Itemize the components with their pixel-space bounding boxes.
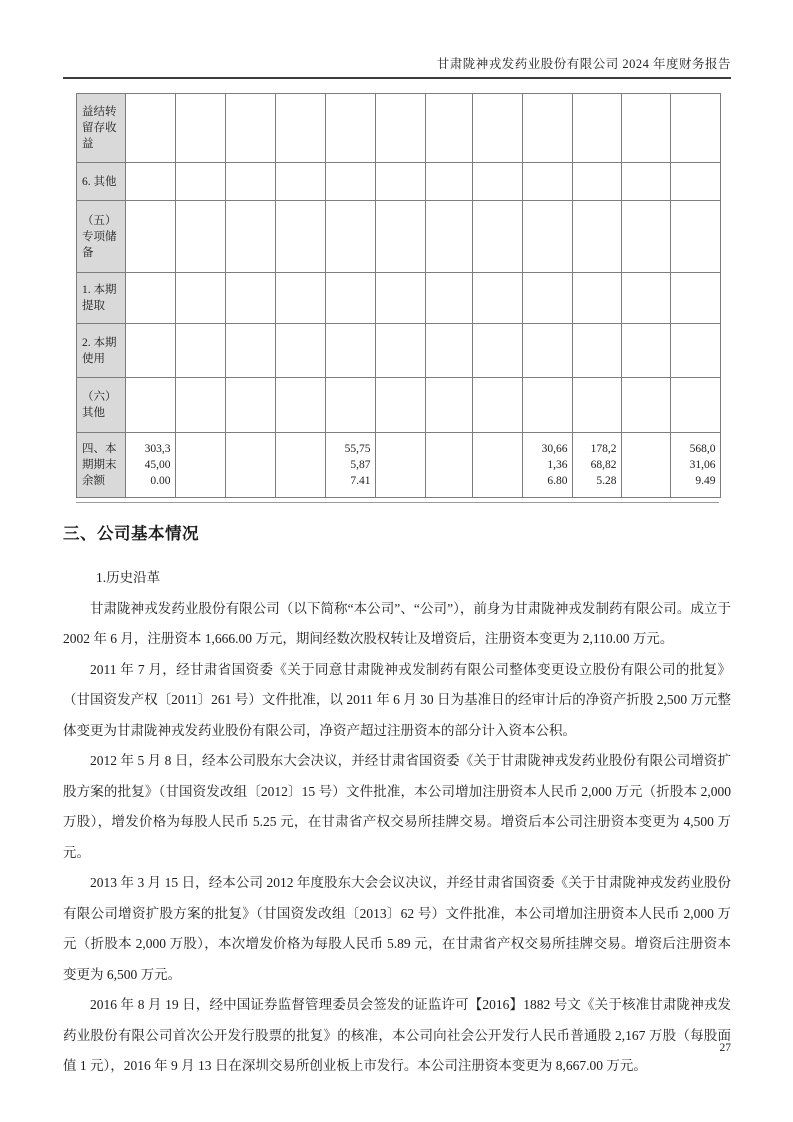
table-row [77,201,721,273]
value-cell [425,324,472,378]
value-cell [522,378,572,433]
value-cell [621,324,670,378]
body-paragraph: 2012 年 5 月 8 日，经本公司股东大会决议，并经甘肃省国资委《关于甘肃陇神戎发药业股份有限公司增资扩股方案的批复》（甘国资发改组〔2012〕15 号）文件批准，本公司增加注册资本人民币 2,000 万元（折股本 2,000 万股），增发价格为每股人民币 5.25 元，在甘肃省产权交易所挂牌交易。增资后本公司注册资本变更为 4,500 万元。 [63,753,731,860]
value-cell [572,201,621,273]
value-cell [522,163,572,201]
equity-changes-table [76,93,721,498]
value-cell [225,273,275,324]
value-cell: 55,755,877.41 [325,433,375,498]
header-divider [63,77,731,79]
value-cell [275,163,325,201]
value-cell [125,273,175,324]
value-cell [472,163,522,201]
value-cell [621,94,670,163]
value-cell [325,163,375,201]
value-cell [621,273,670,324]
value-cell [472,433,522,498]
value-cell [425,94,472,163]
value-cell: 568,031,069.49 [670,433,720,498]
row-label-cell: 6. 其他 [77,163,126,201]
body-paragraph: 2013 年 3 月 15 日，经本公司 2012 年度股东大会会议决议，并经甘肃省国资委《关于甘肃陇神戎发药业股份有限公司增资扩股方案的批复》（甘国资发改组〔2013〕62 号）文件批准，本公司增加注册资本人民币 2,000 万元（折股本 2,000 万股），本次增发价格为每股人民币 5.89 元，在甘肃省产权交易所挂牌交易。增资后注册资本变更为 6,500 万元。 [63,875,731,982]
value-cell [572,163,621,201]
value-cell [275,201,325,273]
value-cell [375,201,425,273]
value-cell [670,273,720,324]
value-cell [325,378,375,433]
value-cell [275,433,325,498]
value-cell [572,378,621,433]
value-cell [275,94,325,163]
value-cell [125,94,175,163]
value-cell [670,201,720,273]
value-cell [175,273,225,324]
value-cell [375,94,425,163]
page-header-title: 甘肃陇神戎发药业股份有限公司 2024 年度财务报告 [436,57,731,71]
value-cell [425,378,472,433]
value-cell [375,273,425,324]
value-cell [125,163,175,201]
equity-table-body [77,94,721,498]
value-cell [125,324,175,378]
value-cell [425,433,472,498]
value-cell [375,378,425,433]
value-cell [670,94,720,163]
value-cell [225,94,275,163]
value-cell [572,324,621,378]
value-cell [522,201,572,273]
body-paragraph: 甘肃陇神戎发药业股份有限公司（以下简称“本公司”、“公司”），前身为甘肃陇神戎发制药有限公司。成立于 2002 年 6 月，注册资本 1,666.00 万元，期间经数次股权转让及增资后，注册资本变更为 2,110.00 万元。 [63,600,731,646]
value-cell [522,324,572,378]
table-row [77,378,721,433]
value-cell [621,163,670,201]
value-cell [275,378,325,433]
value-cell [375,433,425,498]
value-cell [125,201,175,273]
value-cell [425,201,472,273]
table-row [77,433,721,498]
value-cell [225,378,275,433]
value-cell [472,94,522,163]
value-cell [670,324,720,378]
value-cell [375,163,425,201]
value-cell [621,201,670,273]
table-bottom-rule [76,502,719,503]
value-cell [225,324,275,378]
value-cell: 30,661,366.80 [522,433,572,498]
value-cell [522,273,572,324]
row-label-cell: 四、本期期末余额 [77,433,126,498]
value-cell: 303,345,000.00 [125,433,175,498]
section-heading: 三、公司基本情况 [63,524,199,543]
value-cell [425,273,472,324]
value-cell [522,94,572,163]
row-label-cell: 1. 本期提取 [77,273,126,324]
value-cell [425,163,472,201]
paragraphs-container [63,594,731,1082]
value-cell [472,273,522,324]
value-cell [175,324,225,378]
value-cell [375,324,425,378]
value-cell [472,324,522,378]
value-cell [275,273,325,324]
row-label-cell: 2. 本期使用 [77,324,126,378]
body-paragraph: 2016 年 8 月 19 日，经中国证券监督管理委员会签发的证监许可【2016】1882 号文《关于核准甘肃陇神戎发药业股份有限公司首次公开发行股票的批复》的核准，本公司向社会公开发行人民币普通股 2,167 万股（每股面值 1 元），2016 年 9 月 13 日在深圳交易所创业板上市发行。本公司注册资本变更为 8,667.00 万元。 [63,997,731,1073]
value-cell [572,273,621,324]
row-label-cell: 益结转留存收益 [77,94,126,163]
value-cell [225,163,275,201]
value-cell [325,201,375,273]
value-cell [572,94,621,163]
table-row [77,94,721,163]
value-cell [175,433,225,498]
value-cell [175,378,225,433]
value-cell [670,163,720,201]
value-cell [670,378,720,433]
row-label-cell: （六）其他 [77,378,126,433]
value-cell: 178,268,825.28 [572,433,621,498]
table-row [77,273,721,324]
table-row [77,324,721,378]
section-content [63,563,731,1082]
value-cell [175,201,225,273]
value-cell [175,94,225,163]
value-cell [472,201,522,273]
value-cell [621,433,670,498]
value-cell [621,378,670,433]
value-cell [225,201,275,273]
value-cell [275,324,325,378]
value-cell [472,378,522,433]
value-cell [125,378,175,433]
table-row [77,163,721,201]
value-cell [225,433,275,498]
value-cell [325,94,375,163]
subsection-heading: 1.历史沿革 [96,570,161,585]
value-cell [325,273,375,324]
value-cell [175,163,225,201]
page-number: 27 [719,1042,731,1054]
value-cell [325,324,375,378]
body-paragraph: 2011 年 7 月，经甘肃省国资委《关于同意甘肃陇神戎发制药有限公司整体变更设立股份有限公司的批复》（甘国资发产权〔2011〕261 号）文件批准，以 2011 年 6 月 30 日为基准日的经审计后的净资产折股 2,500 万元整体变更为甘肃陇神戎发药业股份有限公司，净资产超过注册资本的部分计入资本公积。 [63,661,731,738]
row-label-cell: （五）专项储备 [77,201,126,273]
